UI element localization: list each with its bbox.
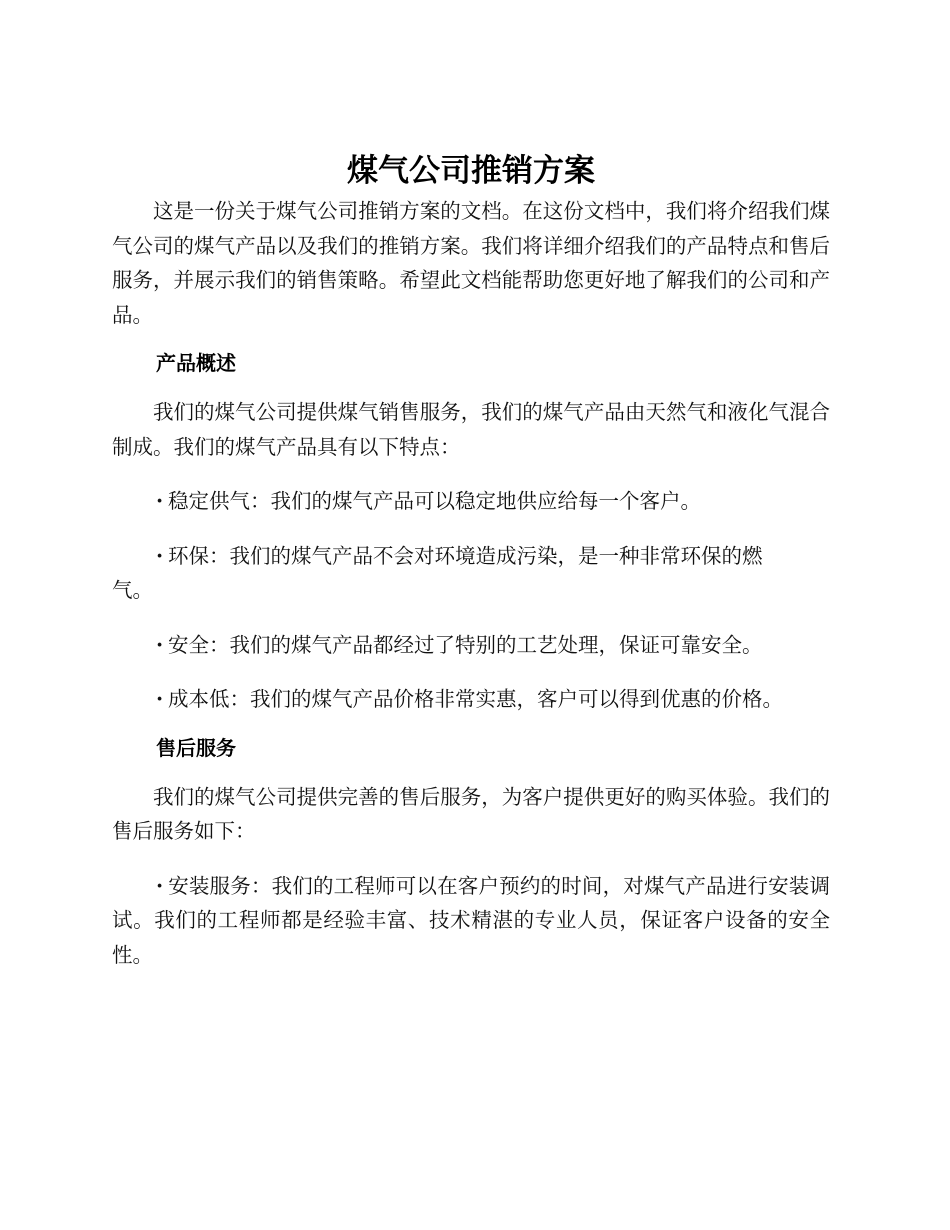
bullet-item-installation [112,869,830,973]
after-sales-paragraph: 我们的煤气公司提供完善的售后服务，为客户提供更好的购买体验。我们的售后服务如下： [112,784,830,843]
bullet-text: 安装服务：我们的工程师可以在客户预约的时间，对煤气产品进行安装调试。我们的工程师都是经验丰富、技术精湛的专业人员，保证客户设备的安全性。 [112,873,830,967]
page-title: 煤气公司推销方案 [347,153,595,189]
bullet-icon [156,869,168,904]
bullet-text: 环保：我们的煤气产品不会对环境造成污染，是一种非常环保的燃气。 [112,543,763,602]
document-body [112,148,830,972]
bullet-icon [156,484,168,519]
intro-paragraph: 这是一份关于煤气公司推销方案的文档。在这份文档中，我们将介绍我们煤气公司的煤气产品以及我们的推销方案。我们将详细介绍我们的产品特点和售后服务，并展示我们的销售策略。希望此文档能帮助您更好地了解我们的公司和产品。 [112,199,830,327]
product-overview-paragraph: 我们的煤气公司提供煤气销售服务，我们的煤气产品由天然气和液化气混合制成。我们的煤气产品具有以下特点： [112,400,830,459]
bullet-text: 安全：我们的煤气产品都经过了特别的工艺处理，保证可靠安全。 [168,632,763,657]
bullet-item-safety [112,628,830,663]
bullet-icon [156,539,168,574]
bullet-text: 成本低：我们的煤气产品价格非常实惠，客户可以得到优惠的价格。 [168,687,783,711]
bullet-item-stable-supply [112,484,830,519]
section-heading-product-overview: 产品概述 [156,351,236,375]
bullet-icon [156,628,168,663]
bullet-item-low-cost [112,682,830,717]
bullet-item-eco-friendly [112,539,830,608]
bullet-text: 稳定供气：我们的煤气产品可以稳定地供应给每一个客户。 [168,489,701,513]
bullet-icon [156,682,168,717]
section-heading-after-sales: 售后服务 [156,735,236,760]
